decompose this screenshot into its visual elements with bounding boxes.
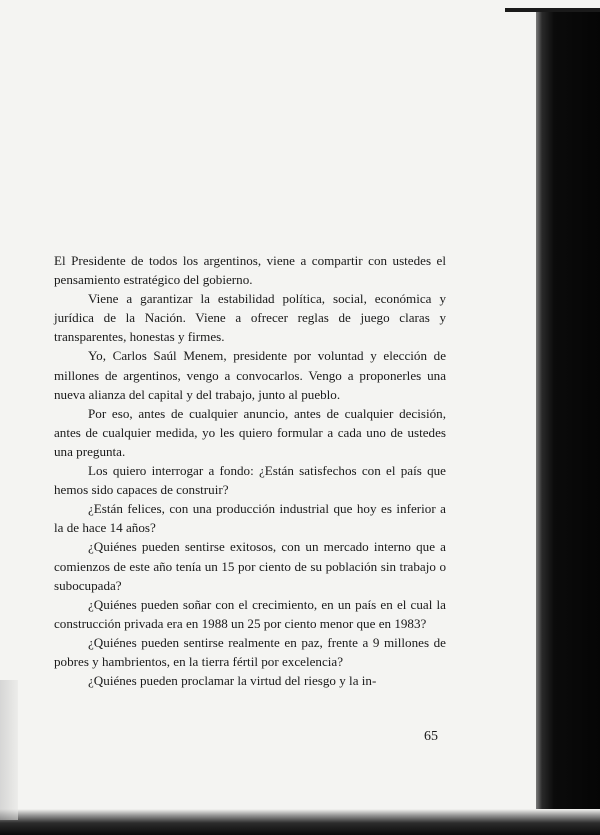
paragraph: Viene a garantizar la estabilidad política, social, económica y jurídica de la Nación. Viene a ofrecer reglas de juego claras y transparentes, honestas y firmes. <box>54 291 446 345</box>
paragraph: ¿Quiénes pueden proclamar la virtud del riesgo y la in- <box>88 673 377 689</box>
paragraph: ¿Quiénes pueden soñar con el crecimiento, en un país en el cual la construcción privada era en 1988 un 25 por ciento menor que en 1983? <box>54 596 446 631</box>
body-text <box>54 251 446 690</box>
scan-shadow-bottom <box>0 809 600 835</box>
page-number: 65 <box>424 729 438 744</box>
top-edge-rule <box>505 8 600 12</box>
paragraph: Yo, Carlos Saúl Menem, presidente por voluntad y elección de millones de argentinos, vengo a convocarlos. Vengo a proponerles una nueva alianza del capital y del trabajo, junto al pueblo. <box>54 348 446 402</box>
paragraph: ¿Quiénes pueden sentirse exitosos, con un mercado interno que a comienzos de este año tenía un 15 por ciento de su población sin trabajo o subocupada? <box>54 539 446 593</box>
scan-shadow-right <box>536 10 600 835</box>
page-edge-shading <box>0 680 18 820</box>
paragraph: ¿Quiénes pueden sentirse realmente en paz, frente a 9 millones de pobres y hambrientos, en la tierra fértil por excelencia? <box>54 634 446 669</box>
paragraph: Por eso, antes de cualquier anuncio, antes de cualquier decisión, antes de cualquier medida, yo les quiero formular a cada uno de ustedes una pregunta. <box>54 405 446 459</box>
paragraph: ¿Están felices, con una producción industrial que hoy es inferior a la de hace 14 años? <box>54 501 446 536</box>
paragraph: El Presidente de todos los argentinos, viene a compartir con ustedes el pensamiento estratégico del gobierno. <box>54 253 446 288</box>
paragraph: Los quiero interrogar a fondo: ¿Están satisfechos con el país que hemos sido capaces de construir? <box>54 463 446 498</box>
